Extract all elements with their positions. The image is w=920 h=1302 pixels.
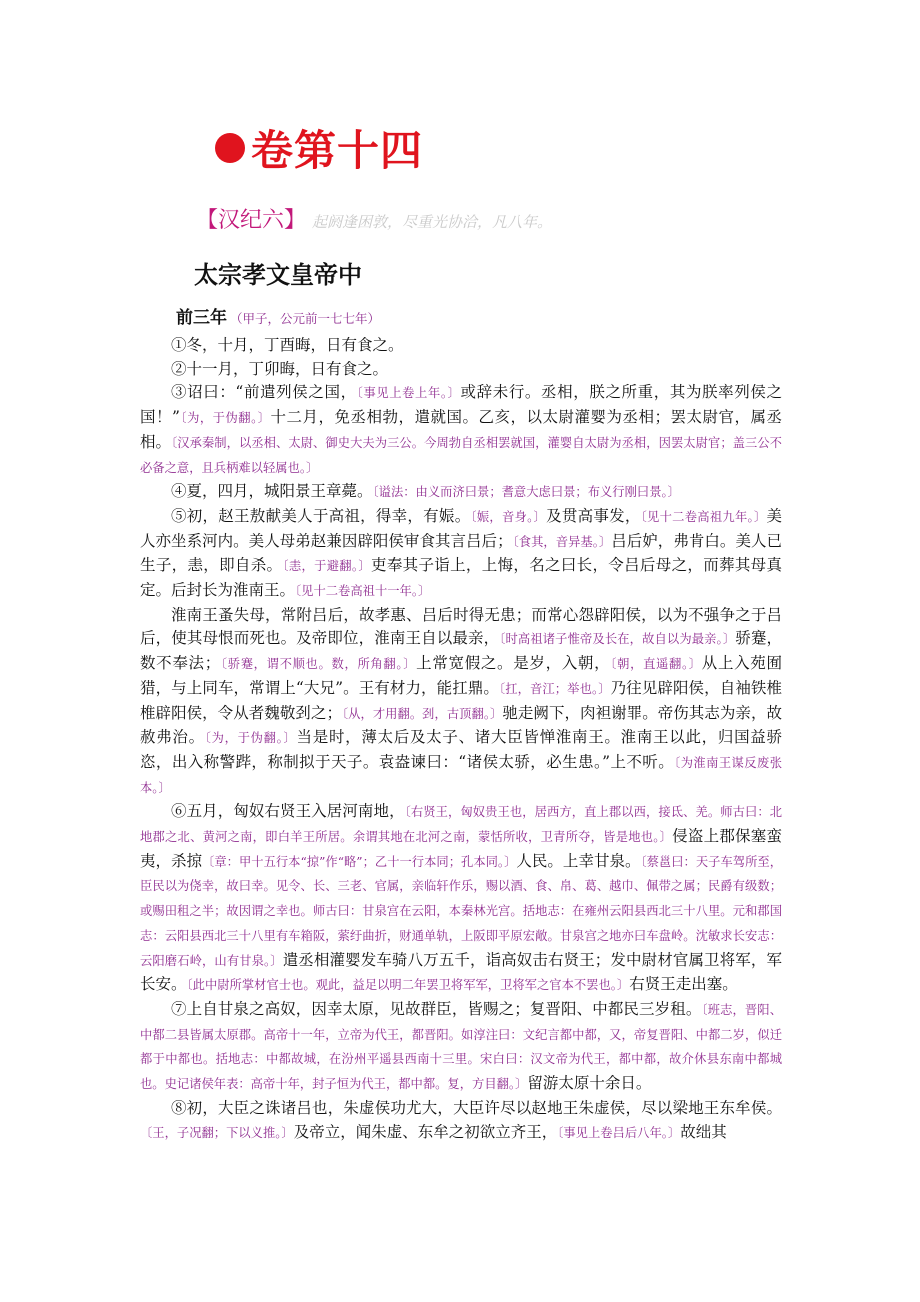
main-text-run: 从上入苑囿猎，与上同车，常谓上“大兄”。王有材力，能扛鼎。 [140, 654, 782, 697]
annotation-note: 〔谥法：由义而济曰景；耆意大虑曰景；布义行刚曰景。〕 [372, 485, 680, 500]
volume-title-text: 卷第十四 [251, 126, 424, 175]
annotation-note: 〔扛，音江；举也。〕 [499, 681, 611, 696]
annotation-note: 〔为淮南王谋反废张本。〕 [140, 755, 782, 795]
annotation-note: 〔右贤王，匈奴贵王也，居西方，直上郡以西，接氐、羌。师古曰：北地郡之北、黄河之南，即白羊王所居。余谓其地在北河之南，蒙恬所收，卫青所夺，皆是地也。〕 [140, 805, 782, 845]
main-text-run: 右贤王走出塞。 [629, 975, 738, 994]
annotation-note: 〔事见上卷吕后八年。〕 [557, 1125, 681, 1140]
section-title: 【汉纪六】 [196, 208, 307, 233]
paragraph [140, 358, 782, 382]
section-subtitle: 起阏逢困敦，尽重光协洽，凡八年。 [312, 213, 553, 231]
year-note: （甲子，公元前一七七年） [230, 311, 381, 326]
main-text-run: 骄蹇，数不奉法； [140, 629, 782, 673]
annotation-note: 〔见十二卷高祖九年。〕 [640, 509, 767, 524]
paragraph [140, 334, 782, 358]
annotation-note: 〔班志，晋阳、中都二县皆属太原郡。高帝十一年，立帝为代王，都晋阳。如淳注曰：文纪言都中都，又，帝复晋阳、中都二岁，似迁都于中都也。括地志：中都故城，在汾州平遥县西南十三里。宋白曰：汉文帝为代王，都中都，故介休县东南中都城也。史记诸侯年表：高帝十年，封子恒为代王，都中都。复，方目翻。〕 [140, 1002, 782, 1092]
annotation-note: 〔朝，直遥翻。〕 [610, 657, 702, 672]
paragraph [140, 604, 782, 801]
main-text-run: ⑤初，赵王敖献美人于高祖，得幸，有娠。 [171, 506, 471, 525]
main-text-run: 及帝立，闻朱虚、东牟之初欲立齐王， [293, 1122, 558, 1141]
main-text-run: 人民。上幸甘泉。 [516, 851, 641, 870]
paragraph [140, 381, 782, 480]
annotation-note: 〔娠，音身。〕 [470, 509, 547, 524]
annotation-note: 〔蔡邕曰：天子车驾所至，臣民以为侥幸，故曰幸。见令、长、三老、官属，亲临轩作乐，赐以酒、食、帛、葛、越巾、佩带之属；民爵有级数；或赐田租之半；故因谓之幸也。师古曰：甘泉宫在云阳，本秦林光宫。括地志：在雍州云阳县西北三十八里。元和郡国志：云阳县西北三十八里有车箱阪，萦纡曲折，财通单轨，上阪即平原宏敞。甘泉宫之地亦曰车盘岭。沈敏求长安志：云阳磨石岭，山有甘泉。〕 [140, 854, 782, 968]
main-text-run: ⑧初，大臣之诛诸吕也，朱虚侯功尤大，大臣许尽以赵地王朱虚侯，尽以梁地王东牟侯。 [171, 1098, 782, 1117]
red-bullet-icon [215, 133, 245, 163]
main-text-run: 及贯高事发， [546, 506, 641, 525]
year-title: 前三年 [176, 308, 227, 328]
main-text-run: 淮南王蚤失母，常附吕后，故孝惠、吕后时得无患；而常心怨辟阳侯，以为不强争之于吕后，使其母恨而死也。及帝即位，淮南王自以最亲， [140, 605, 782, 648]
paragraph [140, 998, 782, 1097]
annotation-note: 〔时高祖诸子惟帝及长在，故自以为最亲。〕 [499, 632, 736, 647]
main-text-run: 美人亦坐系河内。美人母弟赵兼因辟阳侯审食其言吕后； [140, 506, 782, 550]
annotation-note: 〔此中尉所掌材官士也。观此，益足以明二年罢卫将军军，卫将军之官本不罢也。〕 [186, 978, 630, 993]
annotation-note: 〔为，于伪翻。〕 [204, 731, 297, 746]
year-heading [176, 303, 380, 328]
paragraph [140, 505, 782, 604]
main-text-run: ①冬，十月，丁酉晦，日有食之。 [171, 336, 404, 354]
annotation-note: 〔汉承秦制，以丞相、太尉、御史大夫为三公。今周勃自丞相罢就国，灌婴自太尉为丞相，因罢太尉官；盖三公不必备之意，且兵柄难以轻属也。〕 [140, 435, 782, 475]
annotation-note: 〔见十二卷高祖十一年。〕 [295, 584, 431, 599]
annotation-note: 〔事见上卷上年。〕 [356, 386, 461, 401]
main-text-run: 驰走阙下，肉袒谢罪。帝伤其志为亲，故赦弗治。 [140, 703, 782, 747]
main-text [140, 334, 782, 1145]
emperor-heading: 太宗孝文皇帝中 [194, 261, 362, 289]
section-heading [196, 203, 552, 233]
main-text-run: ②十一月，丁卯晦，日有食之。 [171, 359, 389, 378]
annotation-note: 〔恚，于避翻。〕 [282, 559, 372, 574]
main-text-run: 或辞未行。丞相，朕之所重，其为朕率列侯之国！” [140, 383, 782, 427]
main-text-run: ⑦上自甘泉之高奴，因幸太原，见故群臣，皆赐之；复晋阳、中都民三岁租。 [171, 999, 702, 1018]
main-text-run: 上常宽假之。是岁，入朝， [416, 654, 611, 673]
main-text-run: ④夏，四月，城阳景王章薨。 [171, 482, 373, 501]
main-text-run: 吏奉其子诣上，上悔，名之曰长，令吕后母之，而葬其母真定。后封长为淮南王。 [140, 556, 782, 600]
main-text-run: 侵盗上郡保塞蛮夷，杀掠 [140, 827, 782, 870]
main-text-run: 留游太原十余日。 [527, 1074, 652, 1093]
main-text-run: 十二月，免丞相勃，遣就国。乙亥，以太尉灌婴为丞相；罢太尉官，属丞相。 [140, 408, 782, 451]
annotation-note: 〔章：甲十五行本“掠”作“略”；乙十一行本同；孔本同。〕 [202, 854, 517, 869]
main-text-run: 乃往见辟阳侯，自袖铁椎椎辟阳侯，令从者魏敬刭之； [140, 678, 782, 722]
annotation-note: 〔食其，音异基。〕 [512, 534, 612, 549]
paragraph [140, 480, 782, 505]
paragraph [140, 1097, 782, 1145]
paragraph [140, 800, 782, 998]
main-text-run: ⑥五月，匈奴右贤王入居河南地， [171, 802, 405, 821]
main-text-run: 吕后妒，弗肯白。美人已生子，恚，即自杀。 [140, 531, 782, 575]
annotation-note: 〔为，于伪翻。〕 [179, 411, 271, 426]
annotation-note: 〔王，子况翻；下以义推。〕 [140, 1125, 294, 1140]
main-text-run: 遣丞相灌婴发车骑八万五千，诣高奴击右贤王；发中尉材官属卫将军，军长安。 [140, 950, 782, 994]
main-text-run: 故绌其 [680, 1122, 727, 1141]
volume-title [215, 118, 423, 178]
main-text-run: ③诏曰：“前遣列侯之国， [171, 383, 357, 402]
annotation-note: 〔骄蹇，谓不顺也。数，所角翻。〕 [220, 657, 417, 672]
annotation-note: 〔从，才用翻。刭，古顶翻。〕 [341, 706, 503, 721]
main-text-run: 当是时，薄太后及太子、诸大臣皆惮淮南王。淮南王以此，归国益骄恣，出入称警跸，称制拟于天子。袁盎谏曰：“诸侯太骄，必生患。”上不听。 [140, 728, 782, 771]
